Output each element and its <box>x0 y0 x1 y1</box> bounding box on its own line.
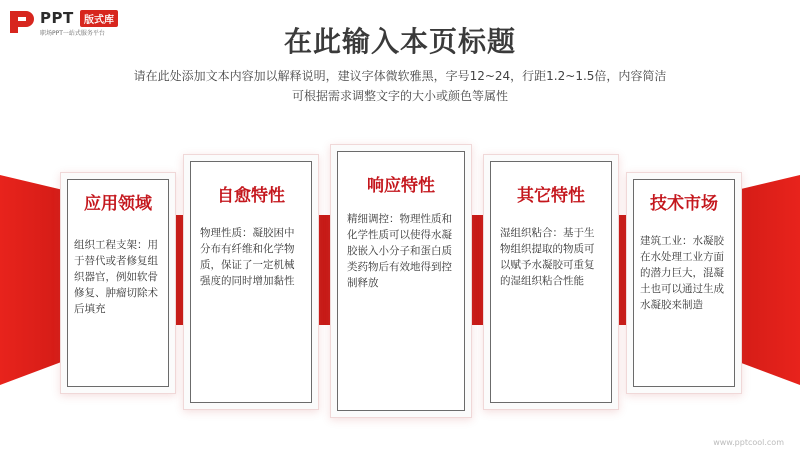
card-title: 应用领域 <box>84 194 152 214</box>
card-body: 物理性质：凝胶困中分布有纤维和化学物质，保证了一定机械强度的同时增加黏性 <box>200 227 295 287</box>
subtitle-line-1: 请在此处添加文本内容加以解释说明，建议字体微软雅黑，字号12~24，行距1.2~1.5倍，内容简洁 <box>133 69 667 83</box>
card-body: 组织工程支架：用于替代或者修复组织器官，例如软骨修复、肿瘤切除术后填充 <box>74 239 158 315</box>
brand-tagline: 职场PPT一站式服务平台 <box>40 30 105 37</box>
page-title: 在此输入本页标题 <box>283 25 516 58</box>
brand-badge: 版式库 <box>80 10 118 27</box>
card-body: 建筑工业：水凝胶在水处理工业方面的潜力巨大，混凝土也可以通过生成水凝胶来制造 <box>640 235 724 311</box>
card-body: 精细调控：物理性质和化学性质可以使得水凝胶嵌入小分子和蛋白质类药物后有效地得到控制释放 <box>347 213 452 289</box>
card-responsive <box>330 144 472 418</box>
card-title: 其它特性 <box>517 186 585 206</box>
card-body: 湿组织粘合：基于生物组织提取的物质可以赋予水凝胶可重复的湿组织粘合性能 <box>500 227 595 287</box>
watermark: www.pptcool.com <box>713 438 784 447</box>
card-market <box>626 172 742 394</box>
subtitle-line-2: 可根据需求调整文字的大小或颜色等属性 <box>291 89 508 103</box>
card-other <box>483 154 619 410</box>
brand-name: PPT <box>40 9 74 27</box>
card-title: 自愈特性 <box>217 186 285 206</box>
card-title: 响应特性 <box>367 176 435 196</box>
card-application <box>60 172 176 394</box>
card-title: 技术市场 <box>650 194 718 214</box>
card-self-healing <box>183 154 319 410</box>
page-subtitle <box>100 66 700 106</box>
